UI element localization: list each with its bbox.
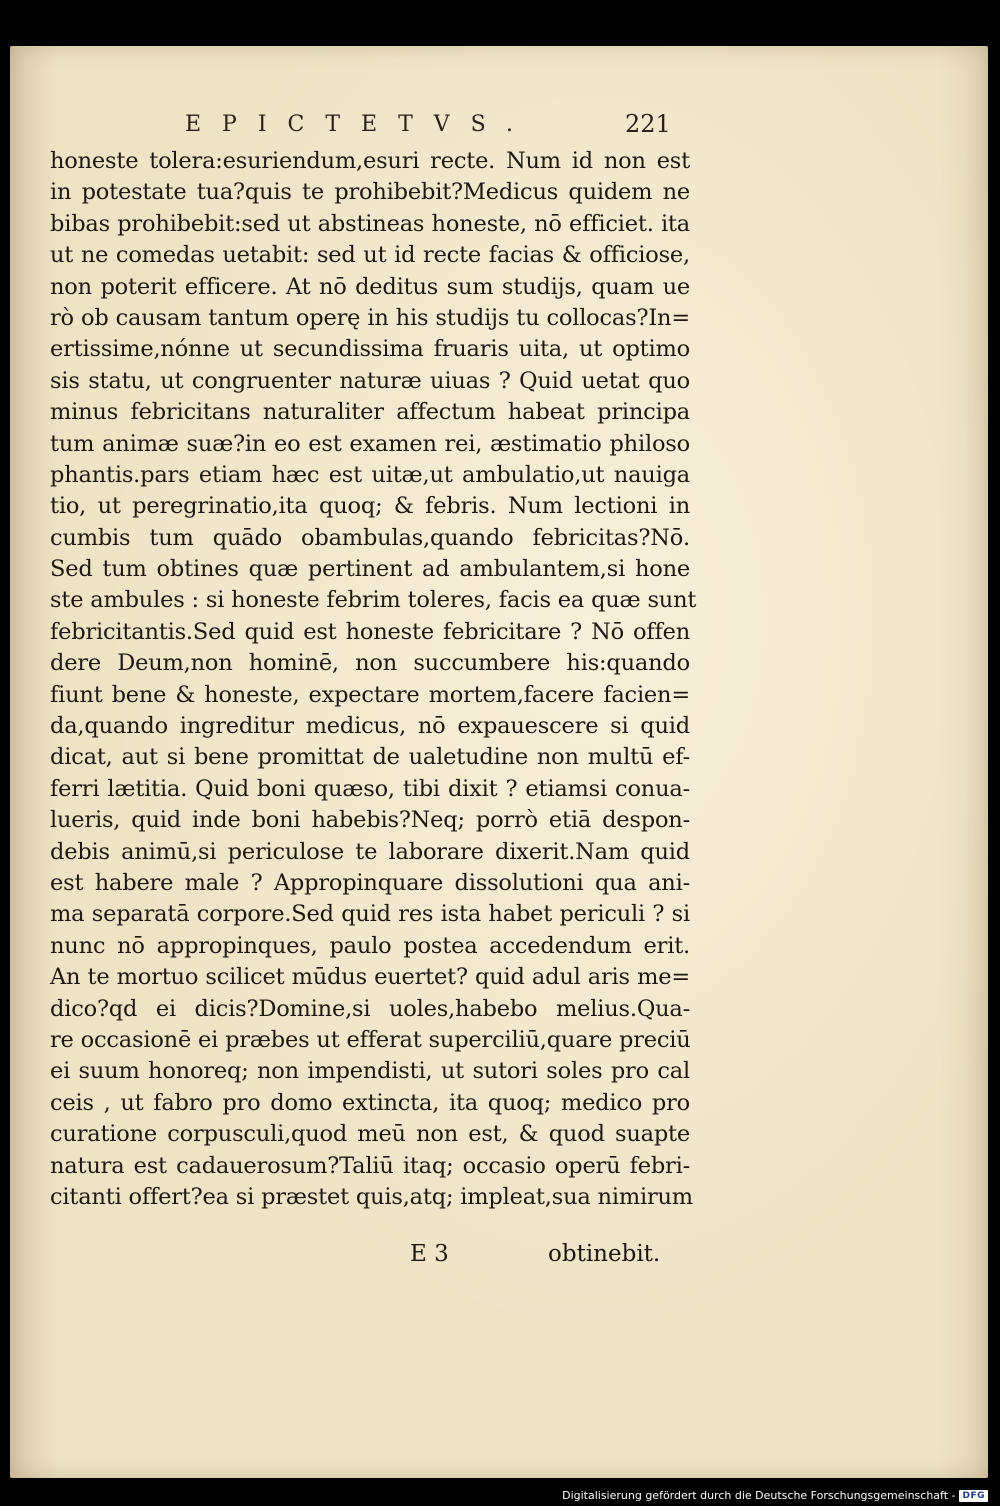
text-line: phantis.pars etiam hæc est uitæ,ut ambulatio,ut nauiga [50, 461, 690, 488]
text-line: debis animū,si periculose te laborare dixerit.Nam quid [50, 838, 690, 865]
text-line: minus febricitans naturaliter affectum habeat principa [50, 399, 690, 426]
body-text [50, 146, 697, 1213]
text-line: honeste tolera:esuriendum,esuri recte. Num id non est [50, 148, 690, 174]
text-line: fiunt bene & honeste, expectare mortem,facere facien= [50, 681, 690, 708]
page-number: 221 [625, 110, 671, 138]
text-line: febricitantis.Sed quid est honeste febricitare ? Nō offen [50, 618, 690, 645]
text-line: dere Deum,non hominē, non succumbere his:quando [50, 650, 690, 677]
text-line: dico?qd ei dicis?Domine,si uoles,habebo melius.Qua- [50, 995, 690, 1022]
text-line: curatione corpusculi,quod meū non est, & quod suapte [50, 1121, 690, 1148]
text-line: Sed tum obtines quæ pertinent ad ambulantem,si hone [50, 556, 690, 583]
text-line: citanti offert?ea si præstet quis,atq; impleat,sua nimirum [50, 1183, 693, 1210]
text-line: dicat, aut si bene promittat de ualetudine non multū ef- [50, 744, 690, 771]
text-line: cumbis tum quādo obambulas,quando febricitas?Nō. [50, 524, 690, 551]
text-line: rò ob causam tantum operę in his studijs tu collocas?In= [50, 304, 690, 331]
text-line: lueris, quid inde boni habebis?Neq; porrò etiā despon- [50, 807, 690, 834]
credit-text: Digitalisierung gefördert durch die Deutsche Forschungsgemeinschaft - [562, 1489, 956, 1502]
text-line: nunc nō appropinques, paulo postea accedendum erit. [50, 932, 690, 959]
funding-credit [562, 1489, 988, 1502]
signature-mark: E 3 [410, 1241, 449, 1267]
text-line: sis statu, ut congruenter naturæ uiuas ? Quid uetat quo [50, 367, 690, 394]
dfg-logo-icon: DFG [959, 1490, 988, 1502]
page-header [10, 112, 988, 142]
text-line: tum animæ suæ?in eo est examen rei, æstimatio philoso [50, 430, 690, 457]
book-page [10, 46, 988, 1478]
text-line: bibas prohibebit:sed ut abstineas honeste, nō efficiet. ita [50, 210, 690, 237]
running-title: EPICTETVS. [185, 112, 534, 137]
text-line: da,quando ingreditur medicus, nō expauescere si quid [50, 713, 690, 740]
text-line: tio, ut peregrinatio,ita quoq; & febris. Num lectioni in [50, 493, 690, 520]
text-line: ceis , ut fabro pro domo extincta, ita quoq; medico pro [50, 1089, 690, 1116]
page-footer [10, 1241, 988, 1275]
text-line: ferri lætitia. Quid boni quæso, tibi dixit ? etiamsi conua- [50, 775, 690, 802]
text-line: re occasionē ei præbes ut efferat superciliū,quare preciū [50, 1026, 691, 1053]
text-line: ei suum honoreq; non impendisti, ut sutori soles pro cal [50, 1058, 690, 1085]
catchword: obtinebit. [548, 1241, 661, 1267]
text-line: ut ne comedas uetabit: sed ut id recte facias & officiose, [50, 242, 690, 269]
text-line: natura est cadauerosum?Taliū itaq; occasio operū febri- [50, 1152, 690, 1179]
text-line: ste ambules : si honeste febrim toleres, facis ea quæ sunt [50, 587, 697, 614]
text-line: ertissime,nónne ut secundissima fruaris uita, ut optimo [50, 336, 690, 363]
text-line: ma separatā corpore.Sed quid res ista habet periculi ? si [50, 901, 690, 928]
text-line: in potestate tua?quis te prohibebit?Medicus quidem ne [50, 179, 690, 206]
text-line: An te mortuo scilicet mūdus euertet? quid adul aris me= [50, 964, 690, 991]
text-line: est habere male ? Appropinquare dissolutioni qua ani- [50, 869, 690, 896]
text-line: non poterit efficere. At nō deditus sum studijs, quam ue [50, 273, 690, 300]
